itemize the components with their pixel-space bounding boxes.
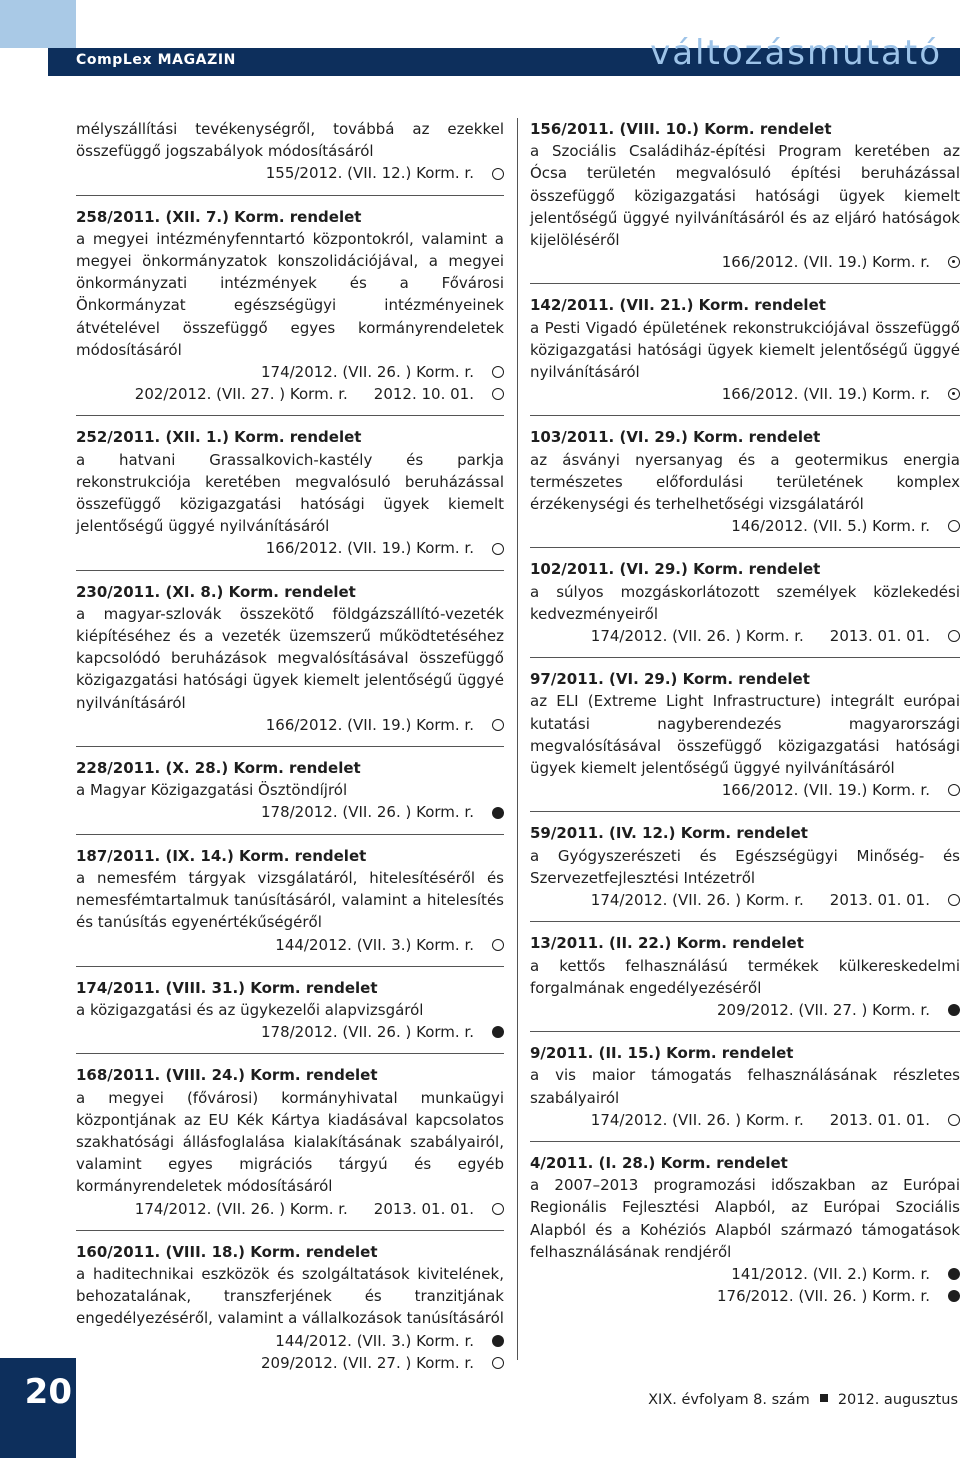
amendment-reference-text: 166/2012. (VII. 19.) Korm. r. (265, 715, 474, 734)
amendment-reference-text: 166/2012. (VII. 19.) Korm. r. (721, 253, 930, 272)
amendment-reference-text: 209/2012. (VII. 27. ) Korm. r. (260, 1353, 474, 1372)
column-divider (517, 118, 518, 1360)
amendment-reference (76, 1198, 504, 1220)
amendment-reference-text: 146/2012. (VII. 5.) Korm. r. (731, 517, 930, 536)
regulation-entry (530, 118, 960, 284)
open-circle-icon (948, 784, 960, 796)
amendment-reference-text: 202/2012. (VII. 27. ) Korm. r. (134, 385, 348, 404)
amendment-reference (76, 934, 504, 956)
regulation-description: a haditechnikai eszközök és szolgáltatások kivitelének, behozatalának, transzferjének és tranzitjának engedélyezéséről, valamint a vállalkozások tanúsításáról (76, 1264, 504, 1328)
dotted-circle-icon (948, 256, 960, 268)
amendment-reference (530, 1263, 960, 1285)
open-circle-icon (948, 520, 960, 532)
left-column (76, 118, 504, 1394)
regulation-description: az ásványi nyersanyag és a geotermikus energia természetes előfordulási területének komplex érzékenységi és terhelhetőségi vizsgálatáról (530, 450, 960, 514)
amendment-reference-text: 155/2012. (VII. 12.) Korm. r. (265, 164, 474, 183)
amendment-reference-text: 144/2012. (VII. 3.) Korm. r. (275, 1331, 474, 1350)
regulation-entry (76, 1064, 504, 1230)
regulation-description: a magyar-szlovák összekötő földgázszállító-vezeték kiépítéséhez és a vezeték üzemszerű működtetéséhez kapcsolódó beruházások megvalósításával összefüggő közigazgatási hatósági ügyek kiemelt jelentőségű üggyé nyilvánításáról (76, 604, 504, 712)
regulation-entry (76, 845, 504, 967)
amendment-reference-text: 178/2012. (VII. 26. ) Korm. r. (260, 803, 474, 822)
regulation-entry (530, 1042, 960, 1142)
open-circle-icon (492, 366, 504, 378)
regulation-description: a közigazgatási és az ügykezelői alapvizsgáról (76, 1000, 424, 1019)
amendment-reference (76, 361, 504, 383)
regulation-description: a nemesfém tárgyak vizsgálatáról, hitelesítéséről és nemesfémtartalmuk tanúsításáról, valamint a hitelesítés és tanúsítás egyenértékűségéről (76, 868, 504, 932)
amendment-reference-text: 209/2012. (VII. 27. ) Korm. r. (716, 1000, 930, 1019)
regulation-description: a Pesti Vigadó épületének rekonstrukciójával összefüggő közigazgatási hatósági ügyek kiemelt jelentőségű üggyé nyilvánításáról (530, 318, 960, 382)
regulation-title: 97/2011. (VI. 29.) Korm. rendelet (530, 670, 810, 689)
regulation-entry (76, 426, 504, 570)
regulation-description: a 2007–2013 programozási időszakban az Európai Regionális Fejlesztési Alapból, az Európai Szociális Alapból és a Kohéziós Alapból származó támogatások felhasználásának rendjéről (530, 1176, 960, 1261)
filled-circle-icon (492, 1335, 504, 1347)
open-circle-icon (948, 1114, 960, 1126)
amendment-reference (76, 162, 504, 184)
open-circle-icon (492, 543, 504, 555)
amendment-reference-text: 166/2012. (VII. 19.) Korm. r. (265, 539, 474, 558)
regulation-entry (530, 668, 960, 812)
regulation-entry (76, 206, 504, 417)
filled-circle-icon (948, 1004, 960, 1016)
regulation-description: a súlyos mozgáskorlátozott személyek közlekedési kedvezményeiről (530, 582, 960, 623)
regulation-entry (530, 558, 960, 658)
open-circle-icon (492, 1203, 504, 1215)
footer-volume: XIX. évfolyam 8. szám (648, 1392, 810, 1408)
regulation-description: a Magyar Közigazgatási Ösztöndíjról (76, 781, 348, 800)
regulation-entry (76, 1241, 504, 1384)
amendment-reference-text: 176/2012. (VII. 26. ) Korm. r. (716, 1287, 930, 1306)
amendment-reference-text: 166/2012. (VII. 19.) Korm. r. (721, 385, 930, 404)
regulation-title: 230/2011. (XI. 8.) Korm. rendelet (76, 582, 356, 601)
open-circle-icon (948, 630, 960, 642)
regulation-entry (530, 426, 960, 548)
amendment-reference (530, 383, 960, 405)
footer-issue-info (648, 1392, 958, 1408)
dotted-circle-icon (948, 388, 960, 400)
regulation-title: 228/2011. (X. 28.) Korm. rendelet (76, 759, 361, 778)
open-circle-icon (492, 1357, 504, 1369)
regulation-description: a Szociális Családiház-építési Program keretében az Ócsa területén megvalósuló építési beruházással összefüggő közigazgatási hatósági ügyek kiemelt jelentőségű üggyé nyilvánításáról és az eljáró hatóságok kijelöléséről (530, 142, 960, 250)
amendment-reference (530, 515, 960, 537)
filled-circle-icon (948, 1290, 960, 1302)
amendment-reference (76, 1352, 504, 1374)
amendment-reference-text: 174/2012. (VII. 26. ) Korm. r. (590, 627, 804, 646)
regulation-title: 174/2011. (VIII. 31.) Korm. rendelet (76, 978, 378, 997)
amendment-effective-date: 2013. 01. 01. (829, 627, 930, 646)
amendment-reference-text: 174/2012. (VII. 26. ) Korm. r. (260, 363, 474, 382)
regulation-title: 252/2011. (XII. 1.) Korm. rendelet (76, 428, 362, 447)
right-column (530, 118, 960, 1327)
regulation-entry (76, 581, 504, 747)
page-number-box (0, 1358, 76, 1458)
filled-circle-icon (492, 1026, 504, 1038)
regulation-description: a Gyógyszerészeti és Egészségügyi Minőség- és Szervezetfejlesztési Intézetről (530, 846, 960, 887)
amendment-effective-date: 2013. 01. 01. (373, 1199, 474, 1218)
amendment-reference-text: 166/2012. (VII. 19.) Korm. r. (721, 781, 930, 800)
open-circle-icon (492, 939, 504, 951)
regulation-title: 258/2011. (XII. 7.) Korm. rendelet (76, 207, 362, 226)
regulation-title: 142/2011. (VII. 21.) Korm. rendelet (530, 296, 826, 315)
regulation-description: az ELI (Extreme Light Infrastructure) integrált európai kutatási nagyberendezés magyarországi megvalósításával összefüggő közigazgatási hatósági ügyek kiemelt jelentőségű üggyé nyilvánításáról (530, 692, 960, 778)
filled-circle-icon (492, 807, 504, 819)
amendment-effective-date: 2012. 10. 01. (373, 385, 474, 404)
amendment-effective-date: 2013. 01. 01. (829, 1110, 930, 1129)
amendment-reference-text: 178/2012. (VII. 26. ) Korm. r. (260, 1023, 474, 1042)
regulation-title: 4/2011. (I. 28.) Korm. rendelet (530, 1153, 788, 1172)
regulation-description: mélyszállítási tevékenységről, továbbá az ezekkel összefüggő jogszabályok módosításáról (76, 120, 504, 161)
open-circle-icon (948, 894, 960, 906)
amendment-reference (76, 801, 504, 823)
amendment-reference-text: 144/2012. (VII. 3.) Korm. r. (275, 935, 474, 954)
regulation-entry (76, 757, 504, 835)
regulation-entry (530, 1152, 960, 1317)
amendment-reference (530, 1109, 960, 1131)
regulation-title: 168/2011. (VIII. 24.) Korm. rendelet (76, 1066, 378, 1085)
regulation-entry (530, 822, 960, 922)
amendment-reference (76, 1021, 504, 1043)
regulation-entry (530, 294, 960, 416)
regulation-title: 59/2011. (IV. 12.) Korm. rendelet (530, 824, 808, 843)
amendment-reference (530, 1285, 960, 1307)
regulation-title: 13/2011. (II. 22.) Korm. rendelet (530, 934, 804, 953)
amendment-reference-text: 174/2012. (VII. 26. ) Korm. r. (134, 1199, 348, 1218)
amendment-reference (76, 383, 504, 405)
amendment-reference-text: 174/2012. (VII. 26. ) Korm. r. (590, 891, 804, 910)
amendment-reference (530, 625, 960, 647)
open-circle-icon (492, 168, 504, 180)
open-circle-icon (492, 719, 504, 731)
footer-separator-square (820, 1394, 828, 1402)
regulation-description: a kettős felhasználású termékek külkereskedelmi forgalmának engedélyezéséről (530, 956, 960, 997)
regulation-entry (76, 977, 504, 1055)
page-number: 20 (24, 1372, 72, 1412)
amendment-reference (530, 251, 960, 273)
amendment-reference (76, 537, 504, 559)
regulation-description: a megyei intézményfenntartó központokról, valamint a megyei önkormányzatok konszolidációjával, a megyei önkormányzati intézmények és a Fővárosi Önkormányzat egészségügyi intézményeinek átvételével összefüggő egyes kormányrendeletek módosításáról (76, 229, 504, 359)
regulation-title: 160/2011. (VIII. 18.) Korm. rendelet (76, 1242, 378, 1261)
amendment-reference-text: 141/2012. (VII. 2.) Korm. r. (731, 1264, 930, 1283)
amendment-reference (530, 889, 960, 911)
amendment-reference (530, 779, 960, 801)
regulation-description: a megyei (fővárosi) kormányhivatal munkaügyi központjának az EU Kék Kártya kiadásával kapcsolatos szakhatósági állásfoglalása kialakításának szabályairól, valamint egyes migrációs tárgyú és egyéb kormányrendeletek módosításáról (76, 1088, 504, 1196)
regulation-title: 156/2011. (VIII. 10.) Korm. rendelet (530, 120, 832, 138)
amendment-reference (530, 999, 960, 1021)
regulation-description: a vis maior támogatás felhasználásának részletes szabályairól (530, 1066, 960, 1107)
amendment-effective-date: 2013. 01. 01. (829, 891, 930, 910)
amendment-reference (76, 714, 504, 736)
regulation-title: 102/2011. (VI. 29.) Korm. rendelet (530, 560, 821, 579)
regulation-entry (76, 118, 504, 196)
amendment-reference-text: 174/2012. (VII. 26. ) Korm. r. (590, 1110, 804, 1129)
regulation-description: a hatvani Grassalkovich-kastély és parkja rekonstrukciója keretében megvalósuló beruházással összefüggő közigazgatási hatósági ügyek kiemelt jelentőségű üggyé nyilvánításáról (76, 450, 504, 536)
regulation-entry (530, 932, 960, 1032)
section-title: változásmutató (650, 33, 942, 73)
corner-accent-block (0, 0, 76, 48)
amendment-reference (76, 1330, 504, 1352)
regulation-title: 103/2011. (VI. 29.) Korm. rendelet (530, 428, 821, 447)
footer-date: 2012. augusztus (837, 1392, 958, 1408)
filled-circle-icon (948, 1268, 960, 1280)
regulation-title: 187/2011. (IX. 14.) Korm. rendelet (76, 846, 367, 865)
open-circle-icon (492, 388, 504, 400)
magazine-name: CompLex MAGAZIN (76, 52, 236, 68)
regulation-title: 9/2011. (II. 15.) Korm. rendelet (530, 1044, 794, 1063)
